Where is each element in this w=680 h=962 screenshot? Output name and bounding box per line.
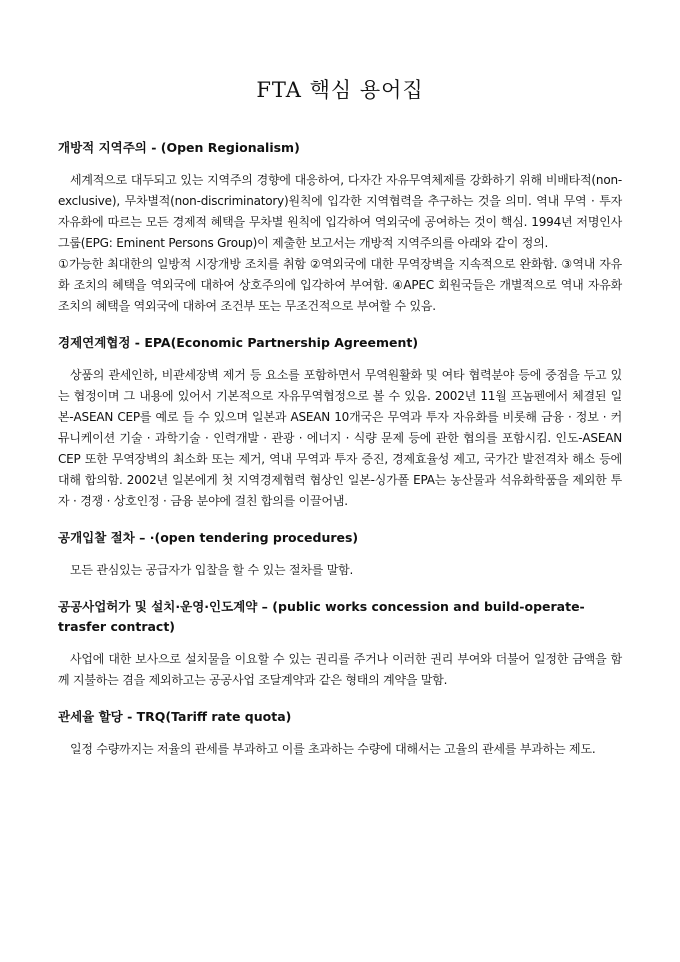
- section-body: [58, 365, 622, 512]
- paragraph: 사업에 대한 보사으로 설치물을 이요할 수 있는 권리를 주거나 이러한 권리 부여와 더불어 일정한 금액을 함께 지불하는 겸을 제외하고는 공공사업 조달계약과 같은 형태의 계약을 말함.: [58, 652, 622, 687]
- section-body: [58, 170, 622, 317]
- section-body: [58, 739, 622, 760]
- section-heading: 관세율 할당 - TRQ(Tariff rate quota): [58, 709, 292, 724]
- paragraph: 세계적으로 대두되고 있는 지역주의 경향에 대응하여, 다자간 자유무역체제를 강화하기 위해 비배타적(non-exclusive), 무차별적(non-discriminatory)원칙에 입각한 지역협력을 추구하는 것을 의미. 역내 무역 · 투자 자유화에 따르는 모든 경제적 혜택을 무차별 원칙에 입각하여 역외국에 공여하는 것이 핵심. 1994년 저명인사그룹(EPG: Eminent Persons Group)이 제출한 보고서는 개방적 지역주의를 아래와 같이 정의.: [58, 173, 622, 250]
- section-heading: 개방적 지역주의 - (Open Regionalism): [58, 140, 300, 155]
- section-body: [58, 560, 622, 581]
- section-open-regionalism: [58, 138, 622, 317]
- section-body: [58, 649, 622, 691]
- paragraph: ①가능한 최대한의 일방적 시장개방 조치를 취함 ②역외국에 대한 무역장벽을 지속적으로 완화함. ③역내 자유화 조치의 혜택을 역외국에 대하여 상호주의에 입각하여 부여함. ④APEC 회원국들은 개별적으로 역내 자유화 조치의 혜택을 역외국에 대하여 조건부 또는 무조건적으로 부여할 수 있음.: [58, 257, 622, 313]
- section-heading: 공개입찰 절차 – ·(open tendering procedures): [58, 530, 359, 545]
- section-epa: [58, 333, 622, 512]
- section-heading: 경제연계협정 - EPA(Economic Partnership Agreement): [58, 335, 419, 350]
- paragraph: 모든 관심있는 공급자가 입찰을 할 수 있는 절차를 말함.: [70, 563, 354, 577]
- section-heading: 공공사업허가 및 설치·운영·인도계약 – (public works concession and build-operate-trasfer contract): [58, 599, 585, 634]
- section-trq: [58, 707, 622, 760]
- section-open-tendering: [58, 528, 622, 581]
- document-title: FTA 핵심 용어집: [256, 78, 424, 102]
- paragraph: 상품의 관세인하, 비관세장벽 제거 등 요소를 포함하면서 무역원활화 및 여타 협력분야 등에 중점을 두고 있는 협정이며 그 내용에 있어서 기본적으로 자유무역협정으로 볼 수 있음. 2002년 11월 프놈펜에서 체결된 일본-ASEAN CEP를 예로 들 수 있으며 일본과 ASEAN 10개국은 무역과 투자 자유화를 비롯해 금융 · 정보 · 커뮤니케이션 기술 · 과학기술 · 인력개발 · 관광 · 에너지 · 식량 문제 등에 관한 협의를 포함시킴. 인도-ASEAN CEP 또한 무역장벽의 최소화 또는 제거, 역내 무역과 투자 증진, 경제효율성 제고, 국가간 발전격차 해소 등에 대해 합의함. 2002년 일본에게 첫 지역경제협력 협상인 일본-싱가폴 EPA는 농산물과 석유화학품을 제외한 투자 · 경쟁 · 상호인정 · 금융 분야에 걸친 합의를 이끌어냄.: [58, 368, 622, 508]
- section-public-works: [58, 597, 622, 691]
- paragraph: 일정 수량까지는 저율의 관세를 부과하고 이를 초과하는 수량에 대해서는 고율의 관세를 부과하는 제도.: [70, 742, 596, 756]
